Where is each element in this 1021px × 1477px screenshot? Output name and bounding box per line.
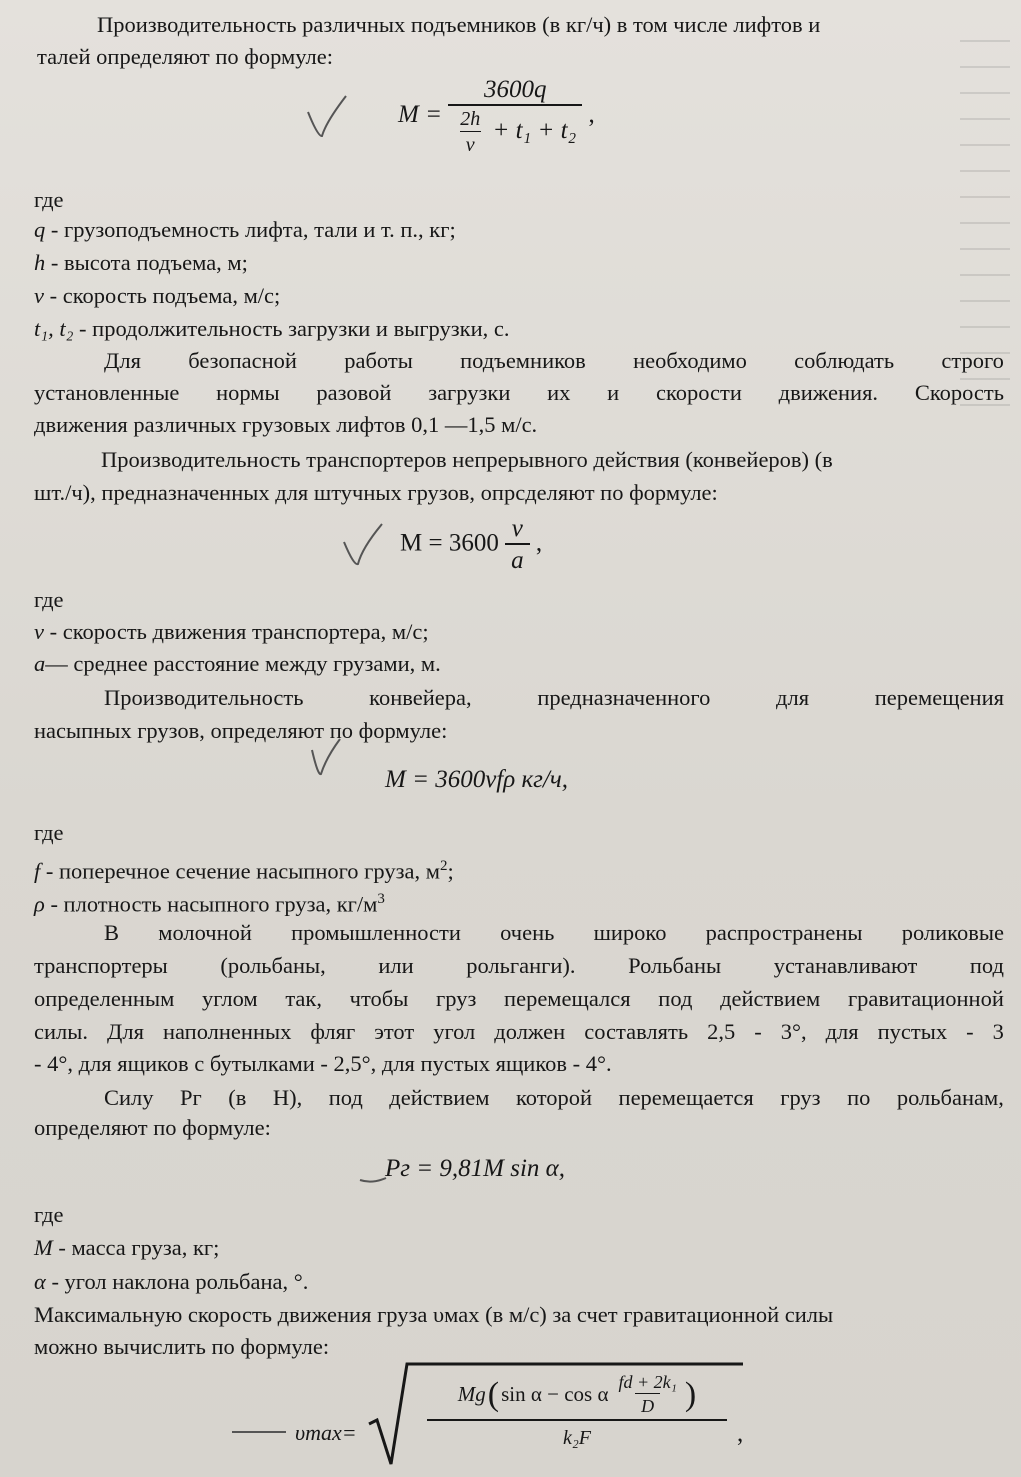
formula-main-fraction bbox=[448, 76, 582, 157]
inner-num: fd + 2k₁ bbox=[618, 1372, 677, 1392]
word: В bbox=[104, 920, 120, 945]
formula-denominator bbox=[448, 104, 582, 157]
formula-conveyor-bulk bbox=[385, 766, 568, 794]
formula-gravity-force bbox=[385, 1155, 565, 1183]
legend2-item bbox=[34, 617, 429, 647]
p2-line3: движения различных грузовых лифтов 0,1 —1,5 м/с. bbox=[34, 412, 538, 437]
word: соблюдать bbox=[794, 348, 895, 373]
word: наполненных bbox=[162, 1019, 292, 1044]
comma: , bbox=[737, 1420, 744, 1447]
word: определенным bbox=[34, 986, 175, 1011]
symbol: f bbox=[34, 858, 41, 884]
p5-line5: - 4°, для ящиков с бутылками - 2,5°, для пустых ящиков - 4°. bbox=[34, 1051, 612, 1076]
symbol: M bbox=[34, 1235, 53, 1260]
word: по bbox=[847, 1085, 871, 1110]
word: очень bbox=[500, 920, 555, 945]
p7-line2: можно вычислить по формуле: bbox=[34, 1334, 330, 1359]
word: гравитационной bbox=[847, 986, 1004, 1011]
inner-expr: sin α − cos α bbox=[501, 1382, 609, 1406]
symbol: v bbox=[34, 619, 44, 644]
p3-line2: шт./ч), предназначенных для штучных грузов, опрсделяют по формуле: bbox=[34, 480, 718, 505]
definition: - скорость подъема, м/с; bbox=[44, 283, 281, 308]
word: и bbox=[607, 380, 620, 405]
mg: Mg bbox=[457, 1382, 486, 1406]
sqrt-fraction bbox=[417, 1372, 737, 1450]
legend4-item bbox=[34, 1267, 308, 1297]
word: углом bbox=[202, 986, 258, 1011]
word: загрузки bbox=[428, 380, 511, 405]
definition: - масса груза, кг; bbox=[52, 1235, 220, 1260]
legend3-item bbox=[34, 851, 454, 887]
word: угол bbox=[433, 1019, 476, 1044]
tail: ; bbox=[447, 858, 454, 884]
symbol: v bbox=[34, 283, 44, 308]
p5-line2 bbox=[34, 951, 1004, 981]
word: необходимо bbox=[633, 348, 747, 373]
word: работы bbox=[344, 348, 413, 373]
word: пустых bbox=[877, 1019, 948, 1044]
word: для bbox=[825, 1019, 859, 1044]
word: перемещается bbox=[618, 1085, 754, 1110]
where-2: где bbox=[34, 587, 64, 612]
word: груз bbox=[780, 1085, 821, 1110]
definition: - угол наклона рольбана, °. bbox=[45, 1269, 309, 1294]
p2-line1 bbox=[104, 346, 1004, 376]
definition: — среднее расстояние между грузами, м. bbox=[45, 651, 441, 676]
word: установленные bbox=[34, 380, 180, 405]
legend1-item bbox=[34, 314, 509, 344]
legend1-item bbox=[34, 215, 456, 245]
denominator-tail: + t₁ + t₂ bbox=[492, 117, 577, 145]
formula-denominator: a bbox=[505, 543, 530, 575]
definition: - скорость движения транспортера, м/с; bbox=[44, 619, 429, 644]
left-paren: ( bbox=[487, 1375, 500, 1413]
word: действием bbox=[389, 1085, 490, 1110]
word: так, bbox=[285, 986, 322, 1011]
word: которой bbox=[515, 1085, 593, 1110]
word: перемещения bbox=[874, 685, 1004, 710]
where-4: где bbox=[34, 1202, 64, 1227]
inner-num: 2h bbox=[460, 108, 481, 130]
symbol: a bbox=[34, 651, 46, 676]
checkmark-icon bbox=[308, 736, 343, 778]
comma: , bbox=[535, 529, 543, 557]
formula-text: Pг = 9,81M sin α, bbox=[385, 1155, 566, 1182]
p5-line1 bbox=[104, 918, 1004, 948]
definition: - грузоподъемность лифта, тали и т. п., кг; bbox=[45, 217, 456, 242]
word: их bbox=[547, 380, 571, 405]
checkmark-icon bbox=[300, 92, 350, 142]
word: чтобы bbox=[349, 986, 409, 1011]
word: широко bbox=[593, 920, 667, 945]
word: или bbox=[378, 953, 414, 978]
formula-numerator: v bbox=[511, 515, 523, 542]
word: скорости bbox=[655, 380, 742, 405]
formula-lhs: M = 3600 bbox=[400, 529, 499, 557]
word: силы. bbox=[34, 1019, 88, 1044]
word: молочной bbox=[158, 920, 252, 945]
formula-fraction bbox=[505, 515, 530, 575]
word: - bbox=[754, 1019, 762, 1044]
word: под bbox=[328, 1085, 363, 1110]
word: устанавливают bbox=[773, 953, 918, 978]
p4-line2: насыпных грузов, определяют по формуле: bbox=[34, 718, 448, 743]
legend4-item bbox=[34, 1233, 219, 1263]
inner-fraction bbox=[612, 1372, 682, 1417]
word: Pг bbox=[180, 1085, 202, 1110]
word: составлять bbox=[584, 1019, 689, 1044]
symbol: α bbox=[34, 1269, 46, 1294]
comma: , bbox=[588, 101, 595, 129]
symbol: ρ bbox=[34, 891, 45, 917]
word: промышленности bbox=[291, 920, 461, 945]
symbol: h bbox=[34, 250, 46, 275]
word: груз bbox=[436, 986, 477, 1011]
superscript: 2 bbox=[439, 858, 448, 874]
word: разовой bbox=[316, 380, 392, 405]
sqrt-numerator bbox=[458, 1372, 696, 1417]
p1-line1: Производительность различных подъемников (в кг/ч) в том числе лифтов и bbox=[97, 12, 821, 37]
word: этот bbox=[374, 1019, 415, 1044]
checkmark-icon bbox=[340, 520, 385, 568]
inner-fraction bbox=[454, 108, 486, 157]
word: перемещался bbox=[504, 986, 631, 1011]
checkmark-icon bbox=[358, 1172, 388, 1192]
legend2-item bbox=[34, 649, 441, 679]
definition: - поперечное сечение насыпного груза, м bbox=[40, 858, 440, 884]
formula-text: M = 3600vfρ кг/ч, bbox=[385, 766, 569, 793]
word: под bbox=[658, 986, 693, 1011]
legend1-item bbox=[34, 248, 248, 278]
definition: - плотность насыпного груза, кг/м bbox=[44, 891, 378, 917]
inner-den: D bbox=[635, 1393, 660, 1417]
p7-line1: Максимальную скорость движения груза υмах (в м/с) за счет гравитационной силы bbox=[34, 1302, 834, 1327]
symbol: q bbox=[34, 217, 46, 242]
word: транспортеры bbox=[34, 953, 168, 978]
word: подъемников bbox=[460, 348, 586, 373]
formula-numerator: 3600q bbox=[483, 76, 547, 103]
word: роликовые bbox=[901, 920, 1004, 945]
word: должен bbox=[494, 1019, 566, 1044]
superscript: 3 bbox=[377, 891, 385, 907]
p4-line1 bbox=[104, 683, 1004, 713]
where-1: где bbox=[34, 187, 64, 212]
formula-lift-capacity bbox=[398, 76, 595, 157]
word: предназначенного bbox=[537, 685, 711, 710]
word: Скорость bbox=[914, 380, 1004, 405]
word: - bbox=[966, 1019, 974, 1044]
word: нормы bbox=[216, 380, 280, 405]
p6-line1 bbox=[104, 1083, 1004, 1113]
definition: - высота подъема, м; bbox=[45, 250, 248, 275]
p3-line1: Производительность транспортеров непрерывного действия (конвейеров) (в bbox=[101, 447, 833, 472]
where-3: где bbox=[34, 820, 64, 845]
p6-line2: определяют по формуле: bbox=[34, 1115, 271, 1140]
fraction-bar bbox=[427, 1419, 727, 1421]
word: Производительность bbox=[104, 685, 304, 710]
legend1-item bbox=[34, 281, 280, 311]
p2-line2 bbox=[34, 378, 1004, 408]
word: рольганги). bbox=[466, 953, 576, 978]
legend3-item bbox=[34, 884, 385, 920]
word: (рольбаны, bbox=[220, 953, 326, 978]
checkmark-icon bbox=[230, 1425, 290, 1439]
p1-line2: талей определяют по формуле: bbox=[37, 44, 334, 69]
right-paren: ) bbox=[684, 1375, 697, 1413]
definition: - продолжительность загрузки и выгрузки, с. bbox=[73, 316, 510, 341]
word: безопасной bbox=[188, 348, 297, 373]
p5-line4 bbox=[34, 1017, 1004, 1047]
word: движения. bbox=[778, 380, 879, 405]
word: строго bbox=[941, 348, 1004, 373]
word: рольбанам, bbox=[896, 1085, 1004, 1110]
formula-conveyor-piece bbox=[400, 515, 542, 575]
formula-lhs: M = bbox=[398, 101, 442, 129]
symbol: t₁, t₂ bbox=[34, 316, 74, 341]
word: распространены bbox=[705, 920, 863, 945]
word: 2,5 bbox=[707, 1019, 736, 1044]
word: Н), bbox=[272, 1085, 303, 1110]
inner-den: v bbox=[460, 131, 481, 157]
word: для bbox=[776, 685, 810, 710]
word: 3 bbox=[992, 1019, 1004, 1044]
word: действием bbox=[720, 986, 821, 1011]
word: 3°, bbox=[780, 1019, 807, 1044]
word: Силу bbox=[104, 1085, 154, 1110]
word: конвейера, bbox=[369, 685, 472, 710]
word: фляг bbox=[310, 1019, 356, 1044]
word: Для bbox=[104, 348, 141, 373]
formula-lhs: υmax= bbox=[295, 1420, 357, 1445]
word: (в bbox=[228, 1085, 247, 1110]
sqrt-denominator: k₂F bbox=[562, 1427, 592, 1449]
word: под bbox=[969, 953, 1004, 978]
p5-line3 bbox=[34, 984, 1004, 1014]
word: Для bbox=[107, 1019, 144, 1044]
word: Рольбаны bbox=[628, 953, 722, 978]
